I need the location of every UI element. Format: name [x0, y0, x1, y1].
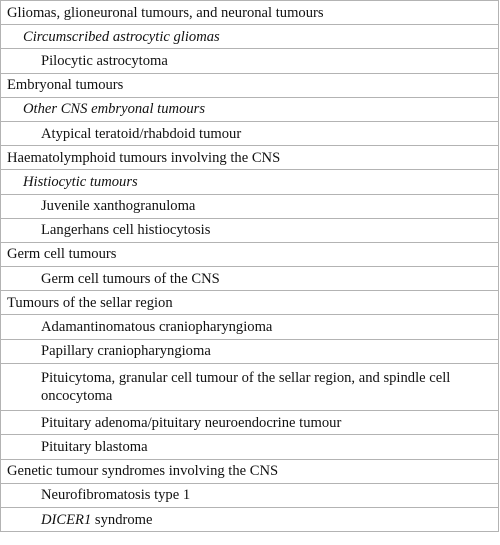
category-cell: Tumours of the sellar region — [1, 291, 499, 315]
tumour-cell: Neurofibromatosis type 1 — [1, 483, 499, 507]
table-row — [1, 170, 499, 194]
table-row — [1, 435, 499, 459]
category-cell: Germ cell tumours — [1, 242, 499, 266]
table-row — [1, 218, 499, 242]
table-row — [1, 459, 499, 483]
table-row — [1, 194, 499, 218]
table-row — [1, 25, 499, 49]
table-row — [1, 483, 499, 507]
category-cell: Embryonal tumours — [1, 73, 499, 97]
table-row — [1, 97, 499, 121]
tumour-cell: Germ cell tumours of the CNS — [1, 267, 499, 291]
table-row — [1, 411, 499, 435]
table-row — [1, 1, 499, 25]
tumour-cell: Adamantinomatous craniopharyngioma — [1, 315, 499, 339]
table-row — [1, 146, 499, 170]
tumour-cell: Juvenile xanthogranuloma — [1, 194, 499, 218]
table-row — [1, 121, 499, 145]
tumour-cell: Pituitary adenoma/pituitary neuroendocrine tumour — [1, 411, 499, 435]
table-row — [1, 507, 499, 531]
table-row — [1, 339, 499, 363]
syndrome-label: syndrome — [94, 511, 153, 528]
gene-name: DICER1 — [41, 511, 92, 528]
tumour-cell: Pilocytic astrocytoma — [1, 49, 499, 73]
table-row — [1, 315, 499, 339]
tumour-cell: Pituitary blastoma — [1, 435, 499, 459]
category-cell: Haematolymphoid tumours involving the CNS — [1, 146, 499, 170]
table-row — [1, 49, 499, 73]
subcategory-cell: Circumscribed astrocytic gliomas — [1, 25, 499, 49]
tumour-cell — [1, 507, 499, 531]
category-cell: Gliomas, glioneuronal tumours, and neuronal tumours — [1, 1, 499, 25]
subcategory-cell: Histiocytic tumours — [1, 170, 499, 194]
table-row — [1, 242, 499, 266]
tumour-cell: Atypical teratoid/rhabdoid tumour — [1, 121, 499, 145]
tumour-cell: Langerhans cell histiocytosis — [1, 218, 499, 242]
tumour-cell: Pituicytoma, granular cell tumour of the sellar region, and spindle cell oncocytoma — [1, 363, 499, 410]
category-cell: Genetic tumour syndromes involving the CNS — [1, 459, 499, 483]
subcategory-cell: Other CNS embryonal tumours — [1, 97, 499, 121]
table-row — [1, 73, 499, 97]
table-row — [1, 363, 499, 410]
tumour-cell: Papillary craniopharyngioma — [1, 339, 499, 363]
table-row — [1, 291, 499, 315]
table-row — [1, 267, 499, 291]
